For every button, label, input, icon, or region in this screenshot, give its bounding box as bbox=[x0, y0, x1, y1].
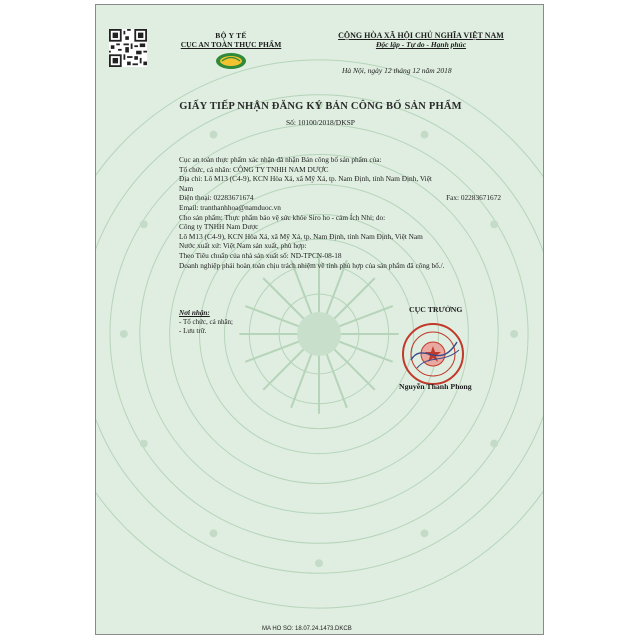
national-header bbox=[301, 31, 541, 49]
issue-date: Hà Nội, ngày 12 tháng 12 năm 2018 bbox=[342, 66, 452, 75]
responsibility-line: Doanh nghiệp phải hoàn toàn chịu trách nhiệm về tính phù hợp của sản phẩm đã công bố./. bbox=[179, 260, 445, 270]
product-line: Cho sản phẩm: Thực phẩm bảo vệ sức khỏe Siro ho - cảm Ích Nhi; do: bbox=[179, 212, 386, 222]
national-motto: Độc lập - Tự do - Hạnh phúc bbox=[375, 40, 467, 49]
address-line-cont: Nam bbox=[179, 183, 194, 193]
signer-name: Nguyễn Thanh Phong bbox=[399, 382, 472, 391]
country-name: CỘNG HÒA XÃ HỘI CHỦ NGHĨA VIỆT NAM bbox=[338, 31, 504, 40]
document-title: GIẤY TIẾP NHẬN ĐĂNG KÝ BẢN CÔNG BỐ SẢN PHẨM bbox=[179, 101, 462, 112]
phone-line: Điện thoại: 02283671674 bbox=[179, 193, 254, 203]
standard-line: Theo Tiêu chuẩn của nhà sản xuất số: ND-TPCN-08-18 bbox=[179, 250, 342, 260]
qr-code bbox=[109, 29, 147, 67]
email-line: Email: tranthanhhoa@namduoc.vn bbox=[179, 202, 281, 212]
manufacturer-name: Công ty TNHH Nam Dược bbox=[179, 222, 259, 232]
signer-title: CỤC TRƯỞNG bbox=[409, 305, 463, 314]
file-code: MA HO SO: 18.07.24.1473.DKCB bbox=[262, 626, 352, 632]
intro-text: Cục an toàn thực phẩm xác nhận đã nhận Bản công bố sản phẩm của: bbox=[179, 155, 382, 164]
recipient-item: - Tổ chức, cá nhân; bbox=[179, 318, 234, 326]
address-line: Địa chỉ: Lô M13 (C4-9), KCN Hòa Xá, xã Mỹ Xá, tp. Nam Định, tỉnh Nam Định, Việt bbox=[179, 174, 432, 184]
official-stamp bbox=[399, 320, 467, 388]
organization-line: Tổ chức, cá nhân: CÔNG TY TNHH NAM DƯỢC bbox=[179, 164, 329, 174]
issuing-agency bbox=[156, 31, 306, 49]
recipient-item: - Lưu trữ. bbox=[179, 327, 207, 335]
document-number: Số: 10100/2018/DKSP bbox=[286, 118, 355, 127]
certificate-document bbox=[95, 4, 544, 635]
department-name: CỤC AN TOÀN THỰC PHẨM bbox=[180, 40, 282, 49]
fax-line: Fax: 02283671672 bbox=[446, 193, 501, 203]
certificate-body bbox=[179, 155, 509, 270]
food-safety-logo bbox=[214, 51, 248, 71]
recipients-label: Nơi nhận: bbox=[179, 309, 210, 317]
drum-background-pattern bbox=[96, 5, 543, 634]
origin-line: Nước xuất xứ: Việt Nam sản xuất, phù hợp: bbox=[179, 241, 307, 251]
manufacturer-address: Lô M13 (C4-9), KCN Hòa Xá, xã Mỹ Xá, tp. Nam Định, tỉnh Nam Định, Việt Nam bbox=[179, 231, 423, 241]
contact-row bbox=[179, 193, 509, 203]
ministry-name: BỘ Y TẾ bbox=[215, 31, 247, 40]
